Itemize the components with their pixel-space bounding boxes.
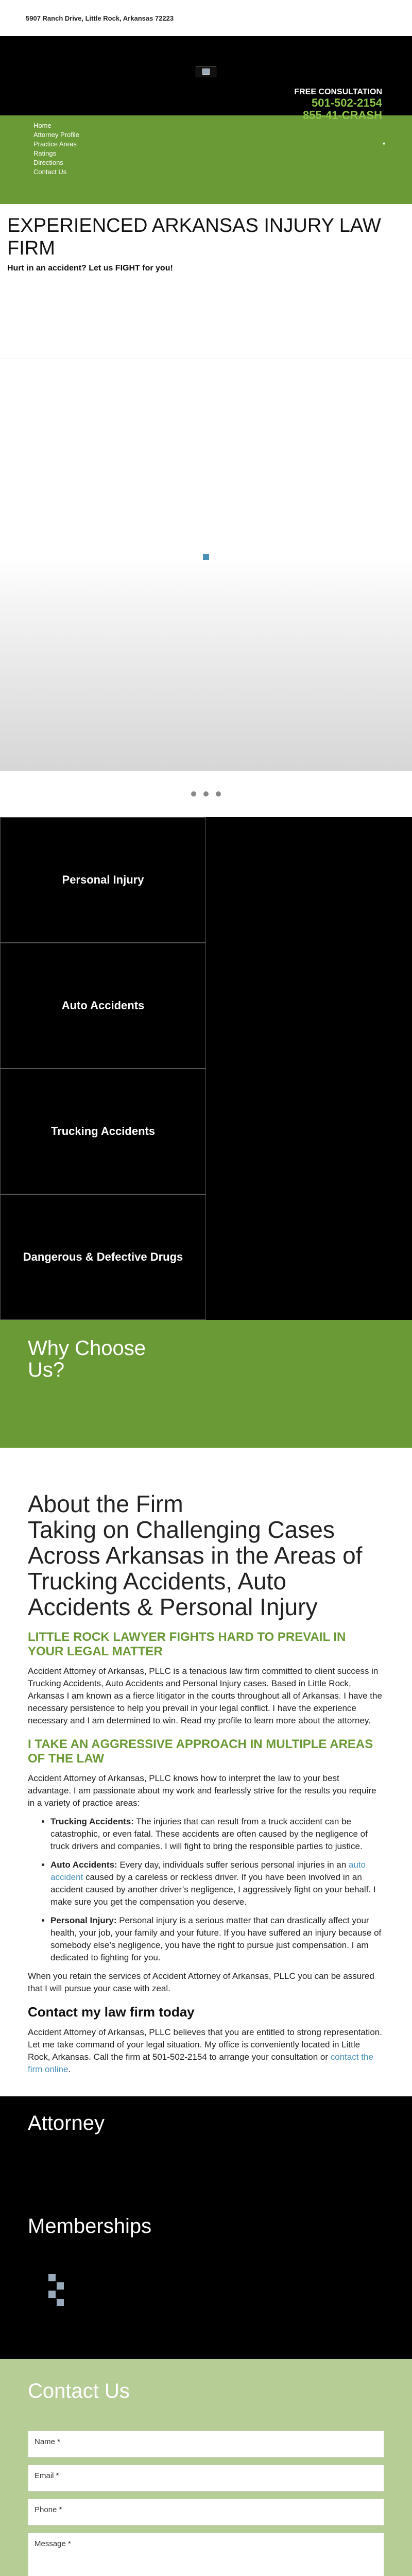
nav-item-attorney-profile[interactable]: Attorney Profile: [33, 130, 79, 139]
phone-input[interactable]: Phone *: [28, 2499, 384, 2526]
about-headline: Taking on Challenging Cases Across Arkansas in the Areas of Trucking Accidents, Auto Accidents & Personal Injury: [28, 1516, 363, 1620]
nav-item-home[interactable]: Home: [33, 121, 52, 129]
about-subhead-1: LITTLE ROCK LAWYER FIGHTS HARD TO PREVAIL IN YOUR LEGAL MATTER: [28, 1630, 346, 1658]
contact-title: Contact Us: [28, 2380, 130, 2402]
practice-area-auto-accidents[interactable]: Auto Accidents: [0, 943, 206, 1069]
attorney-section: [0, 2096, 412, 2199]
site-header: [0, 36, 412, 122]
slider-dot[interactable]: [203, 791, 209, 796]
practice-area-personal-injury[interactable]: Personal Injury: [0, 817, 206, 943]
top-address: 5907 Ranch Drive, Little Rock, Arkansas 72223: [26, 14, 174, 22]
why-title: Why Choose Us?: [28, 1337, 146, 1381]
contact-heading: Contact my law firm today: [28, 2004, 195, 2020]
list-item: • Auto Accidents: Every day, individuals suffer serious personal injuries in an auto accident caused by a careless or reckless driver. If you have been involved in an accident caused by another driver’s negligence, I aggressively fight on your behalf. I make sure you get the compensation you deserve.: [50, 1859, 384, 1908]
auto-accident-link[interactable]: auto accident: [50, 1860, 366, 1882]
cta-label: FREE CONSULTATION: [294, 88, 382, 96]
about-title: About the Firm: [28, 1490, 183, 1517]
list-item: • Trucking Accidents: The injuries that can result from a truck accident can be catastrophic, or even fatal. These accidents are often caused by the negligence of truck drivers and companies. I will fight to bring the responsible parties to justice.: [50, 1816, 384, 1853]
nav-item-practice-areas[interactable]: Practice Areas ▼: [33, 140, 386, 148]
memberships-title: Memberships: [28, 2215, 152, 2238]
about-para-2: Accident Attorney of Arkansas, PLLC knows how to interpret the law to your best advantage. I am passionate about my work and fearlessly strive for the results you require in a variety of practice areas:: [28, 1773, 376, 1808]
cta-phone-1[interactable]: 501-502-2154: [311, 96, 382, 109]
nav-item-contact-us[interactable]: Contact Us: [33, 167, 67, 176]
slider-dot[interactable]: [191, 791, 196, 796]
attorney-title: Attorney: [28, 2112, 105, 2134]
hero-title: EXPERIENCED ARKANSAS INJURY LAW FIRM: [7, 215, 381, 259]
slider-dot[interactable]: [216, 791, 221, 796]
membership-badge-icon[interactable]: [48, 2274, 79, 2310]
cta-phone-2[interactable]: 855-41-CRASH: [302, 109, 382, 122]
hero-slider: [0, 359, 412, 771]
chevron-down-icon[interactable]: ▼: [382, 141, 386, 146]
message-textarea[interactable]: Message *: [28, 2533, 384, 2576]
about-para-1: Accident Attorney of Arkansas, PLLC is a tenacious law firm committed to client success in Trucking Accidents, Auto Accidents and Personal Injury cases. Based in Little Rock, Arkansas I am known as a fierce litigator in the courts throughout all of Arkansas. I have the necessary persistence to help you prevail in your legal conflict. I have the experience necessary and I am determined to win. Read my profile to learn more about the attorney.: [28, 1666, 382, 1725]
list-item: • Personal Injury: Personal injury is a serious matter that can drastically affect your health, your job, your family and your future. If you have suffered an injury because of somebody else’s negligence, you have the right to pursue just compensation. I am dedicated to fighting for you.: [50, 1914, 384, 1964]
contact-section: [0, 2359, 412, 2576]
memberships-section: [0, 2199, 412, 2359]
hero-subtitle: Hurt in an accident? Let us FIGHT for you!: [7, 264, 173, 273]
nav-item-directions[interactable]: Directions: [33, 158, 63, 166]
header-cta: [294, 88, 382, 122]
about-subhead-2: I TAKE AN AGGRESSIVE APPROACH IN MULTIPLE AREAS OF THE LAW: [28, 1737, 373, 1766]
practice-area-trucking-accidents[interactable]: Trucking Accidents: [0, 1069, 206, 1194]
slider-dots: [0, 771, 412, 817]
site-logo[interactable]: [196, 66, 216, 77]
hero-section: [0, 204, 412, 359]
top-address-bar: [0, 0, 412, 36]
main-nav: [0, 115, 412, 204]
contact-online-link[interactable]: contact the firm online: [28, 2052, 373, 2074]
email-input[interactable]: Email *: [28, 2465, 384, 2492]
slide-image-icon: [203, 554, 209, 560]
logo-image-icon: [202, 69, 210, 75]
about-section: [0, 1448, 412, 2096]
practice-area-defective-drugs[interactable]: Dangerous & Defective Drugs: [0, 1194, 206, 1320]
name-input[interactable]: Name *: [28, 2431, 384, 2458]
nav-item-ratings[interactable]: Ratings: [33, 149, 57, 157]
why-choose-us: [0, 1320, 412, 1448]
practice-areas: [0, 817, 412, 1320]
about-para-4: Accident Attorney of Arkansas, PLLC believes that you are entitled to strong representation. Let me take command of your legal situation. My office is conveniently located in Little Rock, Arkansas. Call the firm at 501-502-2154 to arrange your consultation or contact the firm online.: [28, 2027, 382, 2074]
about-para-3: When you retain the services of Accident Attorney of Arkansas, PLLC you can be assured that I will pursue your case with zeal.: [28, 1971, 374, 1993]
practice-list: [50, 1816, 384, 1964]
